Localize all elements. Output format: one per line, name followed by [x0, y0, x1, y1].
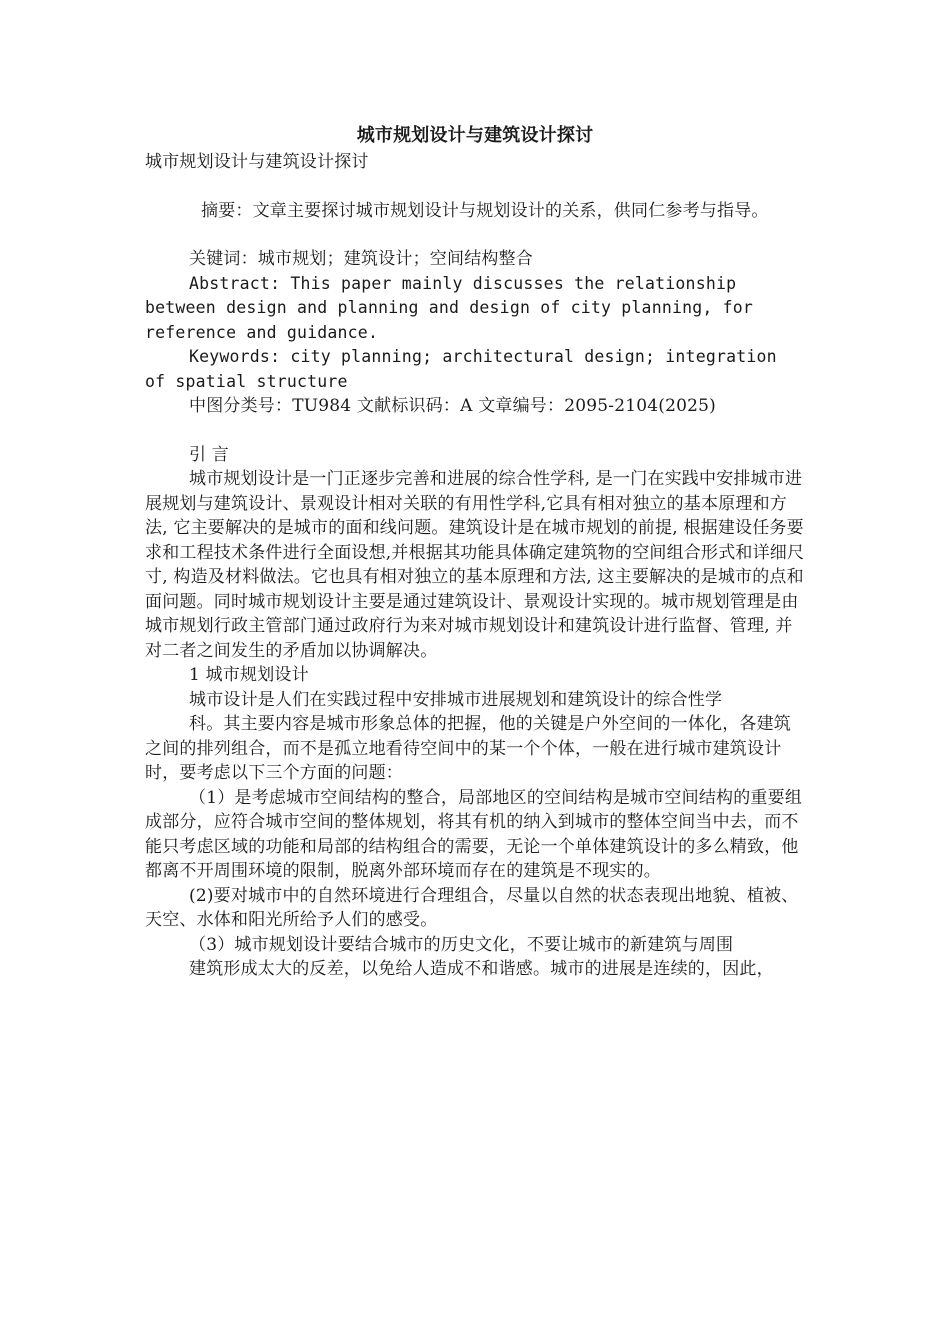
document-title: 城市规划设计与建筑设计探讨 — [356, 125, 594, 146]
document-page — [145, 122, 805, 982]
section1-heading: 1 城市规划设计 — [189, 665, 309, 685]
classification-line: 中图分类号：TU984 文献标识码：A 文章编号：2095-2104(2025) — [189, 396, 716, 416]
spacer — [145, 223, 805, 247]
spacer — [145, 175, 805, 199]
list-item-1: （1）是考虑城市空间结构的整合，局部地区的空间结构是城市空间结构的重要组成部分，应符合城市空间的整体规划，将其有机的纳入到城市的整体空间当中去，而不能只考虑区域的功能和局部的结构组合的需要，无论一个单体建筑设计的多么精致，他都离不开周围环境的限制，脱离外部环境而存在的建筑是不现实的。 — [145, 787, 803, 881]
section1-paragraph-1: 城市设计是人们在实践过程中安排城市进展规划和建筑设计的综合性学 — [189, 689, 723, 710]
intro-body: 城市规划设计是一门正逐步完善和进展的综合性学科, 是一门在实践中安排城市进展规划与建筑设计、景观设计相对关联的有用性学科,它具有相对独立的基本原理和方法, 它主要解决的是城市的面和线问题。建筑设计是在城市规划的前提, 根据建设任务要求和工程技术条件进行全面设想,并根据其功能具体确定建筑物的空间组合形式和详细尺寸, 构造及材料做法。它也具有相对独立的基本原理和方法, 这主要解决的是城市的点和面问题。同时城市规划设计主要是通过建筑设计、景观设计实现的。城市规划管理是由城市规划行政主管部门通过政府行为来对城市规划设计和建筑设计进行监督、管理, 并对二者之间发生的矛盾加以协调解决。 — [145, 469, 805, 661]
abstract-en: Abstract: This paper mainly discusses the relationship between design and planning and design of city planning, for reference and guidance. — [145, 273, 754, 342]
spacer — [145, 419, 805, 443]
list-item-3-continued: 建筑形成太大的反差，以免给人造成不和谐感。城市的进展是连续的，因此， — [189, 959, 774, 979]
document-subtitle: 城市规划设计与建筑设计探讨 — [145, 152, 369, 172]
abstract-cn: 摘要：文章主要探讨城市规划设计与规划设计的关系，供同仁参考与指导。 — [201, 200, 769, 221]
list-item-3: （3）城市规划设计要结合城市的历史文化，不要让城市的新建筑与周围 — [189, 934, 734, 955]
list-item-2: (2)要对城市中的自然环境进行合理组合，尽量以自然的状态表现出地貌、植被、天空、水体和阳光所给予人们的感受。 — [145, 885, 799, 930]
keywords-en: Keywords: city planning; architectural design; integration of spatial structure — [145, 347, 777, 391]
keywords-cn: 关键词：城市规划；建筑设计；空间结构整合 — [189, 249, 533, 269]
section1-paragraph-2: 科。其主要内容是城市形象总体的把握，他的关键是户外空间的一体化，各建筑之间的排列组合，而不是孤立地看待空间中的某一个个体，一般在进行城市建筑设计时，要考虑以下三个方面的问题： — [145, 714, 791, 783]
intro-heading: 引 言 — [189, 444, 230, 465]
